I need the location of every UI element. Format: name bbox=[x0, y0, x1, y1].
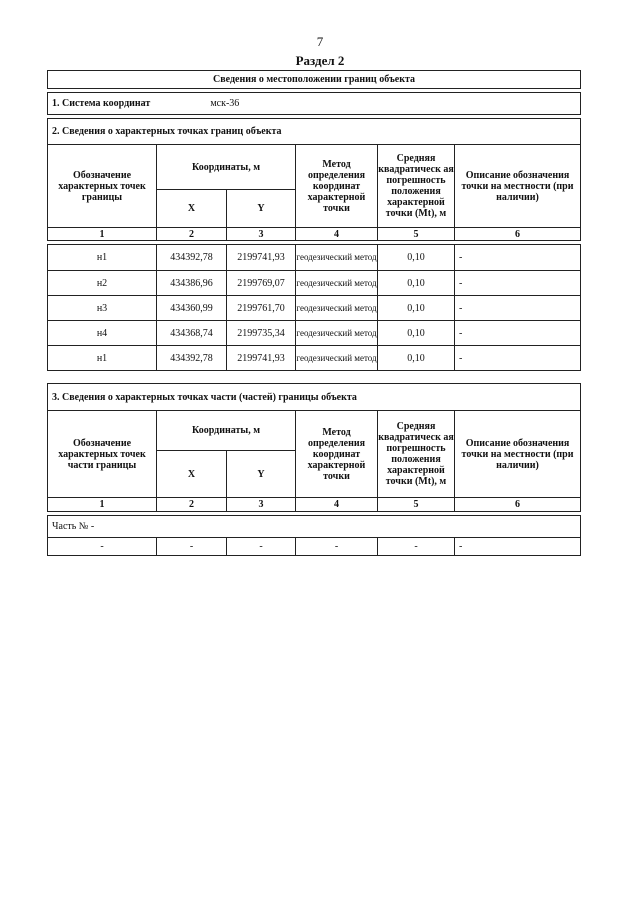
point-cell: н3 bbox=[48, 296, 157, 321]
accuracy-cell: 0,10 bbox=[378, 296, 455, 321]
header-x: X bbox=[157, 451, 227, 498]
column-number: 1 bbox=[48, 498, 157, 512]
column-number: 2 bbox=[157, 228, 227, 241]
table-row bbox=[48, 245, 581, 271]
column-number: 5 bbox=[378, 498, 455, 512]
y-cell: 2199741,93 bbox=[227, 346, 296, 371]
x-cell: 434360,99 bbox=[157, 296, 227, 321]
method-cell: геодезический метод bbox=[296, 346, 378, 371]
method-cell: геодезический метод bbox=[296, 245, 378, 271]
header-coordinates: Координаты, м bbox=[157, 411, 296, 451]
boundary-table bbox=[47, 70, 581, 371]
part-boundary-table bbox=[47, 383, 581, 556]
y-cell: 2199741,93 bbox=[227, 245, 296, 271]
part2-title: 2. Сведения о характерных точках границ объекта bbox=[48, 119, 581, 145]
empty-cell: - bbox=[378, 538, 455, 556]
column-number: 1 bbox=[48, 228, 157, 241]
header-point-designation: Обозначение характерных точек границы bbox=[48, 145, 157, 228]
table-row bbox=[48, 346, 581, 371]
x-cell: 434392,78 bbox=[157, 346, 227, 371]
point-cell: н1 bbox=[48, 346, 157, 371]
column-number: 3 bbox=[227, 498, 296, 512]
empty-cell: - bbox=[48, 538, 157, 556]
header-x: X bbox=[157, 190, 227, 228]
point-cell: н2 bbox=[48, 271, 157, 296]
x-cell: 434386,96 bbox=[157, 271, 227, 296]
x-cell: 434368,74 bbox=[157, 321, 227, 346]
desc-cell: - bbox=[455, 346, 581, 371]
empty-cell: - bbox=[157, 538, 227, 556]
table-row bbox=[48, 271, 581, 296]
empty-cell: - bbox=[455, 538, 581, 556]
header-point-designation: Обозначение характерных точек части границы bbox=[48, 411, 157, 498]
header-method: Метод определения координат характерной точки bbox=[296, 145, 378, 228]
accuracy-cell: 0,10 bbox=[378, 346, 455, 371]
method-cell: геодезический метод bbox=[296, 271, 378, 296]
header-accuracy: Средняя квадратическ ая погрешность положения характерной точки (Mt), м bbox=[378, 145, 455, 228]
empty-cell: - bbox=[227, 538, 296, 556]
accuracy-cell: 0,10 bbox=[378, 321, 455, 346]
y-cell: 2199735,34 bbox=[227, 321, 296, 346]
y-cell: 2199769,07 bbox=[227, 271, 296, 296]
header-description: Описание обозначения точки на местности (при наличии) bbox=[455, 145, 581, 228]
section-title: Раздел 2 bbox=[295, 53, 345, 68]
table-row bbox=[48, 321, 581, 346]
table-row bbox=[48, 538, 581, 556]
part3-title: 3. Сведения о характерных точках части (частей) границы объекта bbox=[48, 384, 581, 411]
column-number: 3 bbox=[227, 228, 296, 241]
column-number: 6 bbox=[455, 498, 581, 512]
accuracy-cell: 0,10 bbox=[378, 271, 455, 296]
column-number: 6 bbox=[455, 228, 581, 241]
column-number: 5 bbox=[378, 228, 455, 241]
method-cell: геодезический метод bbox=[296, 296, 378, 321]
accuracy-cell: 0,10 bbox=[378, 245, 455, 271]
table-row bbox=[48, 296, 581, 321]
column-number: 2 bbox=[157, 498, 227, 512]
coord-system-value: мск-36 bbox=[210, 98, 240, 109]
header-y: Y bbox=[227, 451, 296, 498]
coord-system-row bbox=[48, 93, 581, 115]
header-description: Описание обозначения точки на местности (при наличии) bbox=[455, 411, 581, 498]
column-number: 4 bbox=[296, 498, 378, 512]
header-method: Метод определения координат характерной точки bbox=[296, 411, 378, 498]
header-accuracy: Средняя квадратическ ая погрешность положения характерной точки (Mt), м bbox=[378, 411, 455, 498]
empty-cell: - bbox=[296, 538, 378, 556]
header-coordinates: Координаты, м bbox=[157, 145, 296, 190]
x-cell: 434392,78 bbox=[157, 245, 227, 271]
point-cell: н4 bbox=[48, 321, 157, 346]
point-cell: н1 bbox=[48, 245, 157, 271]
coord-system-label: 1. Система координат bbox=[52, 98, 151, 109]
desc-cell: - bbox=[455, 271, 581, 296]
desc-cell: - bbox=[455, 321, 581, 346]
column-number: 4 bbox=[296, 228, 378, 241]
header-y: Y bbox=[227, 190, 296, 228]
desc-cell: - bbox=[455, 245, 581, 271]
y-cell: 2199761,70 bbox=[227, 296, 296, 321]
method-cell: геодезический метод bbox=[296, 321, 378, 346]
part-label: Часть № - bbox=[48, 516, 581, 538]
page-number: 7 bbox=[316, 34, 324, 49]
table-title: Сведения о местоположении границ объекта bbox=[48, 71, 581, 89]
desc-cell: - bbox=[455, 296, 581, 321]
